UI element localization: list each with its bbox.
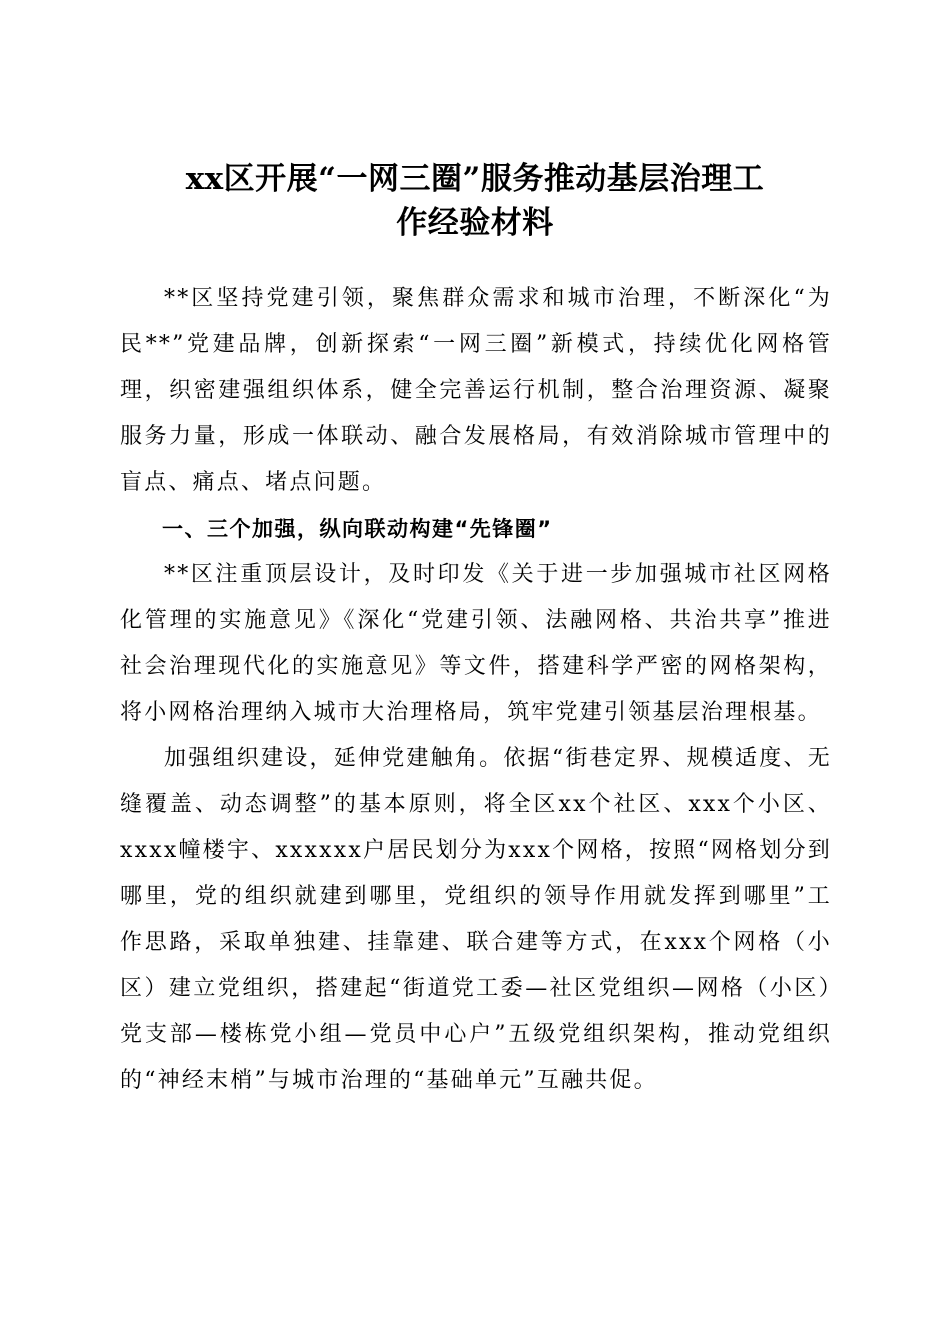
document-title-line-2: 作经验材料 bbox=[396, 204, 554, 241]
paragraph-intro: **区坚持党建引领，聚焦群众需求和城市治理，不断深化“为民**”党建品牌，创新探索“一网三圈”新模式，持续优化网格管理，织密建强组织体系，健全完善运行机制，整合治理资源、凝聚服务力量，形成一体联动、融合发展格局，有效消除城市管理中的盲点、痛点、堵点问题。 bbox=[120, 286, 832, 495]
paragraph-top-level-design: **区注重顶层设计，及时印发《关于进一步加强城市社区网格化管理的实施意见》《深化“党建引领、法融网格、共治共享”推进社会治理现代化的实施意见》等文件，搭建科学严密的网格架构，将小网格治理纳入城市大治理格局，筑牢党建引领基层治理根基。 bbox=[120, 562, 832, 725]
section-heading-1: 一、三个加强，纵向联动构建“先锋圈” bbox=[162, 517, 553, 541]
document-body bbox=[120, 276, 832, 1104]
document-title bbox=[100, 157, 850, 245]
paragraph-organization-building: 加强组织建设，延伸党建触角。依据“街巷定界、规模适度、无缝覆盖、动态调整”的基本原则，将全区xx个社区、xxx个小区、xxxx幢楼宇、xxxxxx户居民划分为xxx个网格，按照“网格划分到哪里，党的组织就建到哪里，党组织的领导作用就发挥到哪里”工作思路，采取单独建、挂靠建、联合建等方式，在xxx个网格（小区）建立党组织，搭建起“街道党工委—社区党组织—网格（小区）党支部—楼栋党小组—党员中心户”五级党组织架构，推动党组织的“神经末梢”与城市治理的“基础单元”互融共促。 bbox=[120, 746, 832, 1093]
document-title-line-1: xx区开展“一网三圈”服务推动基层治理工 bbox=[185, 160, 765, 197]
